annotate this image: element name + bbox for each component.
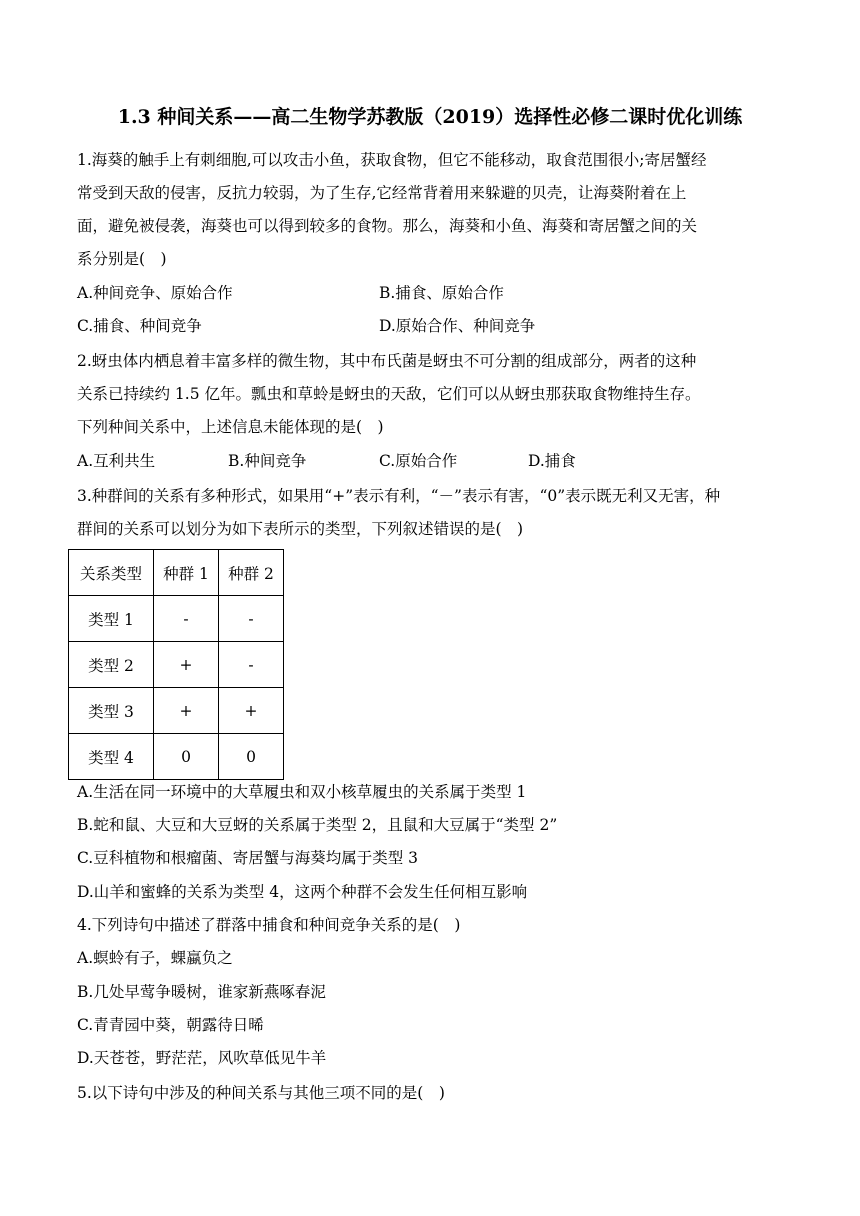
q1-line-4: 系分别是( ) <box>77 250 167 268</box>
q2-option-a: A.互利共生 <box>77 452 156 470</box>
table-cell: 类型 3 <box>69 688 154 734</box>
q4-option-b: B.几处早莺争暖树，谁家新燕啄春泥 <box>77 983 326 1001</box>
q2-line-3: 下列种间关系中，上述信息未能体现的是( ) <box>77 418 384 436</box>
q2-line-2: 关系已持续约 1.5 亿年。瓢虫和草蛉是蚜虫的天敌，它们可以从蚜虫那获取食物维持生存。 <box>77 385 701 403</box>
q3-option-d: D.山羊和蜜蜂的关系为类型 4，这两个种群不会发生任何相互影响 <box>77 883 528 901</box>
q1-line-3: 面，避免被侵袭，海葵也可以得到较多的食物。那么，海葵和小鱼、海葵和寄居蟹之间的关 <box>77 217 698 235</box>
q3-option-c: C.豆科植物和根瘤菌、寄居蟹与海葵均属于类型 3 <box>77 849 419 867</box>
q3-line-1: 3.种群间的关系有多种形式，如果用“+”表示有利，“－”表示有害，“0”表示既无利又无害，种 <box>77 487 721 505</box>
table-cell: + <box>219 688 284 734</box>
table-cell: 类型 1 <box>69 596 154 642</box>
q1-option-d: D.原始合作、种间竞争 <box>379 317 536 335</box>
q3-option-a: A.生活在同一环境中的大草履虫和双小核草履虫的关系属于类型 1 <box>77 783 527 801</box>
document-title: 1.3 种间关系——高二生物学苏教版（2019）选择性必修二课时优化训练 <box>117 106 743 128</box>
table-cell: + <box>154 642 219 688</box>
q4-option-a: A.螟蛉有子，蜾蠃负之 <box>77 949 233 967</box>
q4-option-d: D.天苍苍，野茫茫，风吹草低见牛羊 <box>77 1049 327 1067</box>
table-cell: - <box>154 596 219 642</box>
table-cell: - <box>219 642 284 688</box>
q1-line-2: 常受到天敌的侵害，反抗力较弱，为了生存,它经常背着用来躲避的贝壳，让海葵附着在上 <box>77 184 687 202</box>
table-row <box>69 734 284 780</box>
table-header-cell: 种群 2 <box>219 550 284 596</box>
q4-option-c: C.青青园中葵，朝露待日晞 <box>77 1016 264 1034</box>
table-row <box>69 642 284 688</box>
q2-option-c: C.原始合作 <box>379 452 458 470</box>
table-cell: 0 <box>154 734 219 780</box>
table-cell: 类型 4 <box>69 734 154 780</box>
table-cell: + <box>154 688 219 734</box>
table-cell: 类型 2 <box>69 642 154 688</box>
relationship-table <box>68 549 284 780</box>
table-cell: - <box>219 596 284 642</box>
q5-line-1: 5.以下诗句中涉及的种间关系与其他三项不同的是( ) <box>77 1084 445 1102</box>
table-cell: 0 <box>219 734 284 780</box>
q1-option-c: C.捕食、种间竞争 <box>77 317 202 335</box>
q1-line-1: 1.海葵的触手上有刺细胞,可以攻击小鱼，获取食物，但它不能移动，取食范围很小;寄居蟹经 <box>77 151 707 169</box>
q3-line-2: 群间的关系可以划分为如下表所示的类型，下列叙述错误的是( ) <box>77 520 524 538</box>
table-header-cell: 关系类型 <box>69 550 154 596</box>
q1-option-a: A.种间竞争、原始合作 <box>77 284 233 302</box>
table-header-cell: 种群 1 <box>154 550 219 596</box>
table-header-row <box>69 550 284 596</box>
q2-option-b: B.种间竞争 <box>228 452 307 470</box>
table-row <box>69 688 284 734</box>
q2-line-1: 2.蚜虫体内栖息着丰富多样的微生物，其中布氏菌是蚜虫不可分割的组成部分，两者的这种 <box>77 352 697 370</box>
q3-option-b: B.蛇和鼠、大豆和大豆蚜的关系属于类型 2，且鼠和大豆属于“类型 2” <box>77 816 558 834</box>
table-row <box>69 596 284 642</box>
q2-option-d: D.捕食 <box>528 452 576 470</box>
q1-option-b: B.捕食、原始合作 <box>379 284 504 302</box>
q4-line-1: 4.下列诗句中描述了群落中捕食和种间竞争关系的是( ) <box>77 916 461 934</box>
